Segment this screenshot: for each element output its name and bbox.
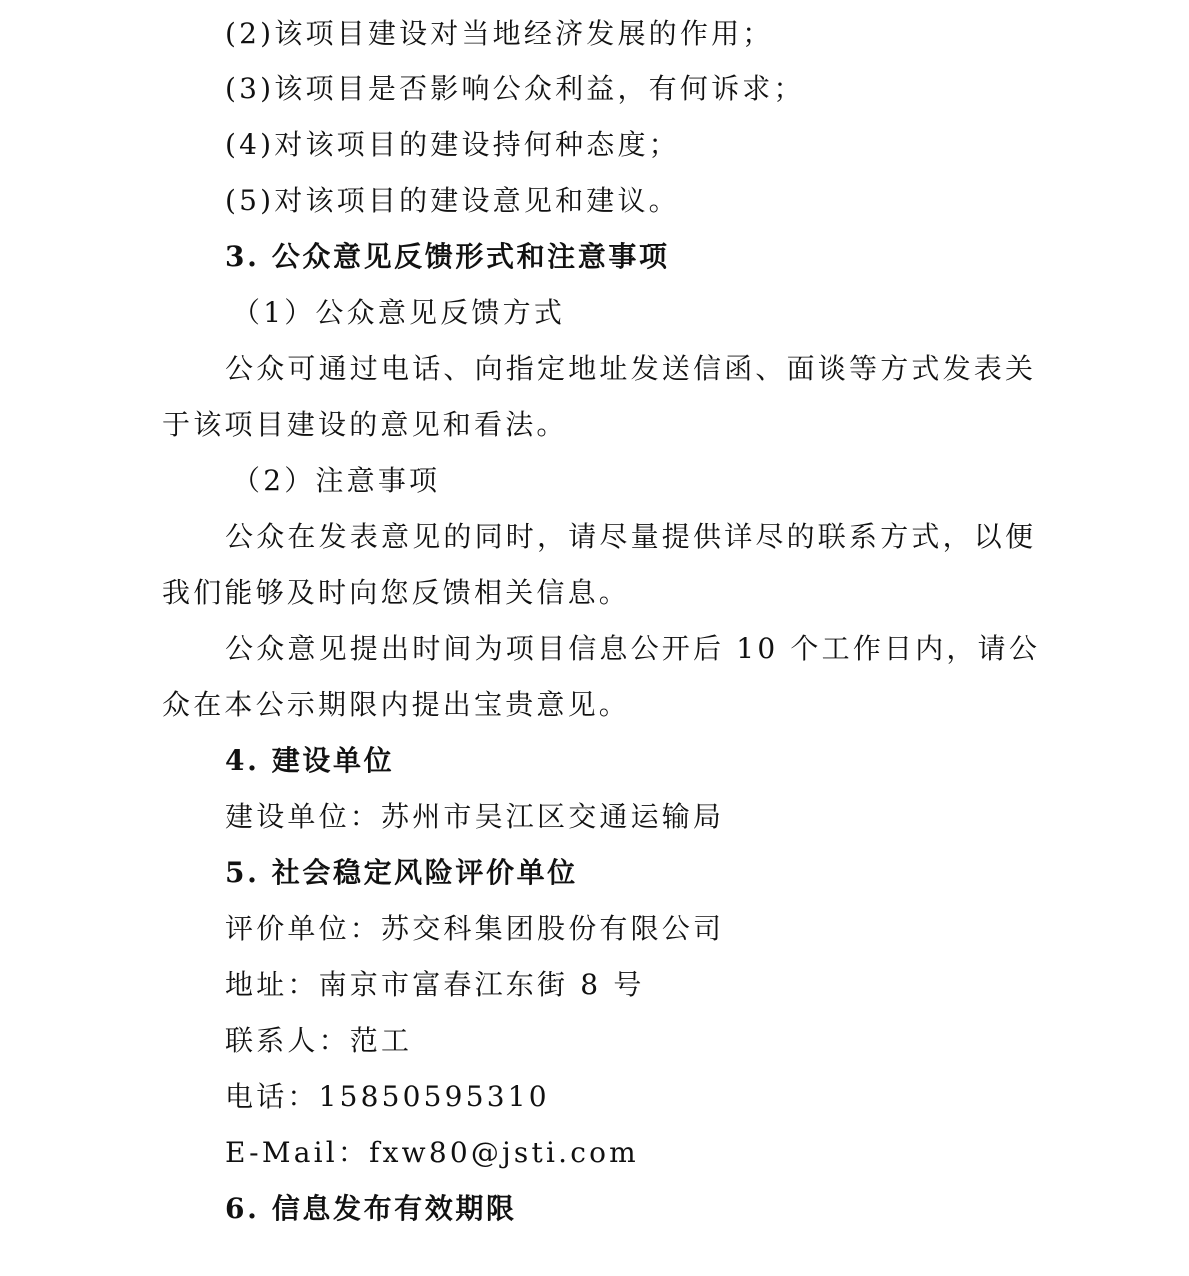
list-item: (5)对该项目的建设意见和建议。 bbox=[225, 184, 680, 217]
paragraph-line: 公众可通过电话、向指定地址发送信函、面谈等方式发表关 bbox=[225, 352, 1037, 385]
phone: 电话：15850595310 bbox=[225, 1080, 550, 1113]
section-heading: 6. 信息发布有效期限 bbox=[225, 1192, 517, 1225]
paragraph-line: 公众意见提出时间为项目信息公开后 10 个工作日内，请公 bbox=[225, 632, 1041, 665]
subsection-title: （1）公众意见反馈方式 bbox=[232, 296, 566, 329]
section-heading: 3. 公众意见反馈形式和注意事项 bbox=[225, 240, 670, 273]
list-item: (3)该项目是否影响公众利益，有何诉求； bbox=[225, 72, 805, 105]
paragraph-line: 我们能够及时向您反馈相关信息。 bbox=[162, 576, 631, 609]
paragraph-line: 众在本公示期限内提出宝贵意见。 bbox=[162, 688, 631, 721]
address: 地址：南京市富春江东街 8 号 bbox=[225, 968, 645, 1001]
paragraph-line: 于该项目建设的意见和看法。 bbox=[162, 408, 568, 441]
list-item: (4)对该项目的建设持何种态度； bbox=[225, 128, 680, 161]
construction-unit: 建设单位：苏州市吴江区交通运输局 bbox=[225, 800, 725, 833]
section-heading: 5. 社会稳定风险评价单位 bbox=[225, 856, 578, 889]
email: E-Mail：fxw80@jsti.com bbox=[225, 1136, 639, 1169]
evaluation-unit: 评价单位：苏交科集团股份有限公司 bbox=[225, 912, 725, 945]
subsection-title: （2）注意事项 bbox=[232, 464, 441, 497]
list-item: (2)该项目建设对当地经济发展的作用； bbox=[225, 17, 774, 50]
section-heading: 4. 建设单位 bbox=[225, 744, 395, 777]
contact-person: 联系人：范工 bbox=[225, 1024, 413, 1057]
paragraph-line: 公众在发表意见的同时，请尽量提供详尽的联系方式，以便 bbox=[225, 520, 1037, 553]
